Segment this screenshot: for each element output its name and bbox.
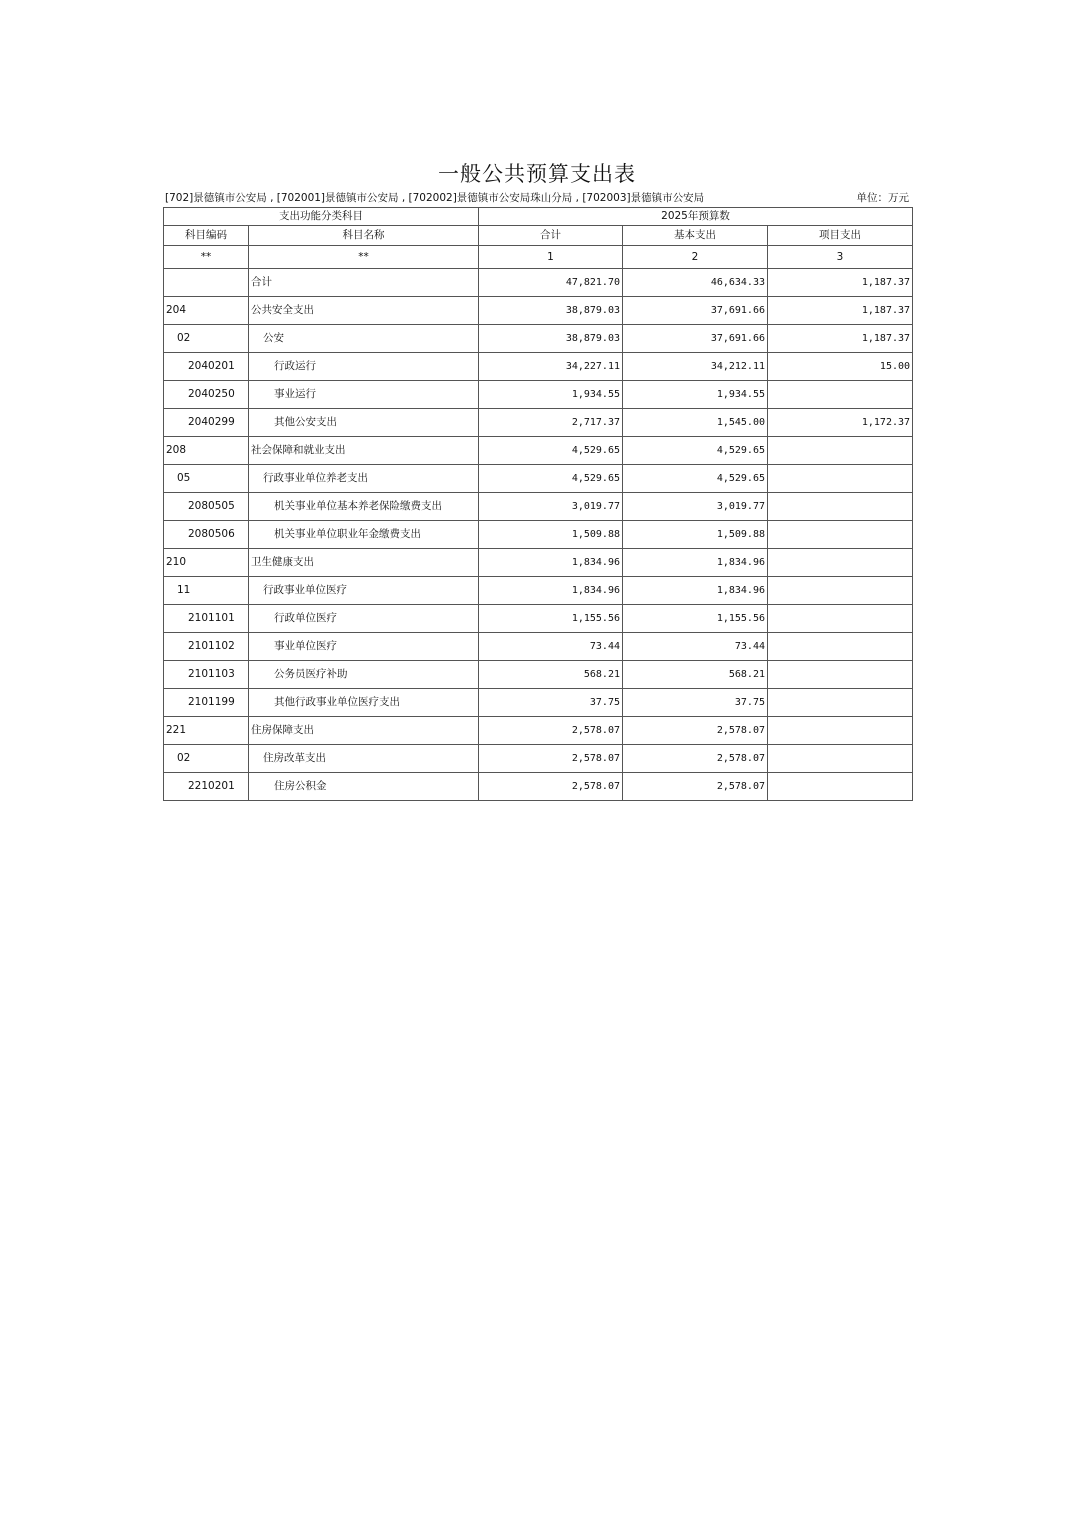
table-row xyxy=(164,297,913,325)
project-cell xyxy=(768,745,913,773)
name-cell: 住房保障支出 xyxy=(249,717,479,745)
project-cell xyxy=(768,717,913,745)
table-row xyxy=(164,437,913,465)
name-cell: 住房改革支出 xyxy=(249,745,479,773)
code-cell: 2040299 xyxy=(164,409,249,437)
table-row xyxy=(164,409,913,437)
table-caption xyxy=(163,190,911,206)
table-row xyxy=(164,633,913,661)
total-cell: 1,155.56 xyxy=(479,605,623,633)
total-cell: 37.75 xyxy=(479,689,623,717)
total-cell: 73.44 xyxy=(479,633,623,661)
total-cell: 38,879.03 xyxy=(479,297,623,325)
total-cell: 1,834.96 xyxy=(479,549,623,577)
code-cell: 02 xyxy=(164,745,249,773)
table-row xyxy=(164,465,913,493)
total-cell: 2,578.07 xyxy=(479,773,623,801)
project-cell xyxy=(768,437,913,465)
basic-cell: 1,509.88 xyxy=(623,521,768,549)
table-row xyxy=(164,381,913,409)
code-cell: 05 xyxy=(164,465,249,493)
table-row xyxy=(164,269,913,297)
basic-cell: 1,155.56 xyxy=(623,605,768,633)
code-cell xyxy=(164,269,249,297)
total-cell: 2,578.07 xyxy=(479,717,623,745)
basic-cell: 46,634.33 xyxy=(623,269,768,297)
name-cell: 机关事业单位职业年金缴费支出 xyxy=(249,521,479,549)
name-cell: 公安 xyxy=(249,325,479,353)
name-cell: 其他公安支出 xyxy=(249,409,479,437)
basic-cell: 37,691.66 xyxy=(623,325,768,353)
code-cell: 221 xyxy=(164,717,249,745)
project-cell: 1,187.37 xyxy=(768,297,913,325)
table-row xyxy=(164,689,913,717)
header-project-index: 3 xyxy=(768,246,913,269)
name-cell: 行政事业单位养老支出 xyxy=(249,465,479,493)
project-cell xyxy=(768,773,913,801)
project-cell xyxy=(768,577,913,605)
budget-table xyxy=(163,207,913,801)
basic-cell: 1,545.00 xyxy=(623,409,768,437)
header-basic-index: 2 xyxy=(623,246,768,269)
total-cell: 47,821.70 xyxy=(479,269,623,297)
table-row xyxy=(164,521,913,549)
header-group-function: 支出功能分类科目 xyxy=(164,208,479,226)
total-cell: 1,934.55 xyxy=(479,381,623,409)
total-cell: 34,227.11 xyxy=(479,353,623,381)
header-name: 科目名称 xyxy=(249,226,479,246)
project-cell xyxy=(768,381,913,409)
table-row xyxy=(164,605,913,633)
basic-cell: 4,529.65 xyxy=(623,437,768,465)
code-cell: 2101103 xyxy=(164,661,249,689)
header-code: 科目编码 xyxy=(164,226,249,246)
basic-cell: 2,578.07 xyxy=(623,717,768,745)
header-code-mark: ** xyxy=(164,246,249,269)
page-title: 一般公共预算支出表 xyxy=(438,162,636,186)
header-index-row xyxy=(164,246,913,269)
project-cell: 1,187.37 xyxy=(768,269,913,297)
basic-cell: 2,578.07 xyxy=(623,745,768,773)
code-cell: 2080505 xyxy=(164,493,249,521)
basic-cell: 1,834.96 xyxy=(623,549,768,577)
total-cell: 1,834.96 xyxy=(479,577,623,605)
total-cell: 38,879.03 xyxy=(479,325,623,353)
total-cell: 3,019.77 xyxy=(479,493,623,521)
name-cell: 社会保障和就业支出 xyxy=(249,437,479,465)
table-body xyxy=(164,269,913,801)
total-cell: 4,529.65 xyxy=(479,465,623,493)
code-cell: 11 xyxy=(164,577,249,605)
code-cell: 2040250 xyxy=(164,381,249,409)
total-cell: 568.21 xyxy=(479,661,623,689)
table-row xyxy=(164,717,913,745)
basic-cell: 1,834.96 xyxy=(623,577,768,605)
project-cell xyxy=(768,549,913,577)
code-cell: 2101102 xyxy=(164,633,249,661)
header-group-budget: 2025年预算数 xyxy=(479,208,913,226)
code-cell: 2040201 xyxy=(164,353,249,381)
basic-cell: 3,019.77 xyxy=(623,493,768,521)
header-total: 合计 xyxy=(479,226,623,246)
code-cell: 2101101 xyxy=(164,605,249,633)
table-row xyxy=(164,661,913,689)
code-cell: 204 xyxy=(164,297,249,325)
table-row xyxy=(164,577,913,605)
unit-label: 单位：万元 xyxy=(856,192,909,204)
project-cell xyxy=(768,633,913,661)
code-cell: 2101199 xyxy=(164,689,249,717)
basic-cell: 4,529.65 xyxy=(623,465,768,493)
name-cell: 行政运行 xyxy=(249,353,479,381)
basic-cell: 34,212.11 xyxy=(623,353,768,381)
basic-cell: 73.44 xyxy=(623,633,768,661)
project-cell: 1,172.37 xyxy=(768,409,913,437)
header-total-index: 1 xyxy=(479,246,623,269)
name-cell: 行政事业单位医疗 xyxy=(249,577,479,605)
name-cell: 合计 xyxy=(249,269,479,297)
name-cell: 公共安全支出 xyxy=(249,297,479,325)
name-cell: 机关事业单位基本养老保险缴费支出 xyxy=(249,493,479,521)
project-cell xyxy=(768,465,913,493)
name-cell: 其他行政事业单位医疗支出 xyxy=(249,689,479,717)
table-row xyxy=(164,549,913,577)
table-row xyxy=(164,353,913,381)
name-cell: 卫生健康支出 xyxy=(249,549,479,577)
total-cell: 2,578.07 xyxy=(479,745,623,773)
project-cell xyxy=(768,493,913,521)
basic-cell: 1,934.55 xyxy=(623,381,768,409)
header-name-mark: ** xyxy=(249,246,479,269)
basic-cell: 568.21 xyxy=(623,661,768,689)
project-cell: 15.00 xyxy=(768,353,913,381)
name-cell: 行政单位医疗 xyxy=(249,605,479,633)
table-row xyxy=(164,325,913,353)
table-row xyxy=(164,745,913,773)
header-basic: 基本支出 xyxy=(623,226,768,246)
code-cell: 208 xyxy=(164,437,249,465)
basic-cell: 2,578.07 xyxy=(623,773,768,801)
code-cell: 2080506 xyxy=(164,521,249,549)
table-row xyxy=(164,773,913,801)
project-cell xyxy=(768,605,913,633)
organization-line: [702]景德镇市公安局 , [702001]景德镇市公安局 , [702002]景德镇市公安局珠山分局 , [702003]景德镇市公安局 xyxy=(165,192,705,204)
header-column-row xyxy=(164,226,913,246)
project-cell: 1,187.37 xyxy=(768,325,913,353)
total-cell: 2,717.37 xyxy=(479,409,623,437)
total-cell: 4,529.65 xyxy=(479,437,623,465)
code-cell: 210 xyxy=(164,549,249,577)
name-cell: 事业运行 xyxy=(249,381,479,409)
basic-cell: 37,691.66 xyxy=(623,297,768,325)
name-cell: 事业单位医疗 xyxy=(249,633,479,661)
code-cell: 2210201 xyxy=(164,773,249,801)
basic-cell: 37.75 xyxy=(623,689,768,717)
total-cell: 1,509.88 xyxy=(479,521,623,549)
code-cell: 02 xyxy=(164,325,249,353)
project-cell xyxy=(768,521,913,549)
name-cell: 公务员医疗补助 xyxy=(249,661,479,689)
project-cell xyxy=(768,689,913,717)
table-row xyxy=(164,493,913,521)
project-cell xyxy=(768,661,913,689)
header-group-row xyxy=(164,208,913,226)
header-project: 项目支出 xyxy=(768,226,913,246)
name-cell: 住房公积金 xyxy=(249,773,479,801)
